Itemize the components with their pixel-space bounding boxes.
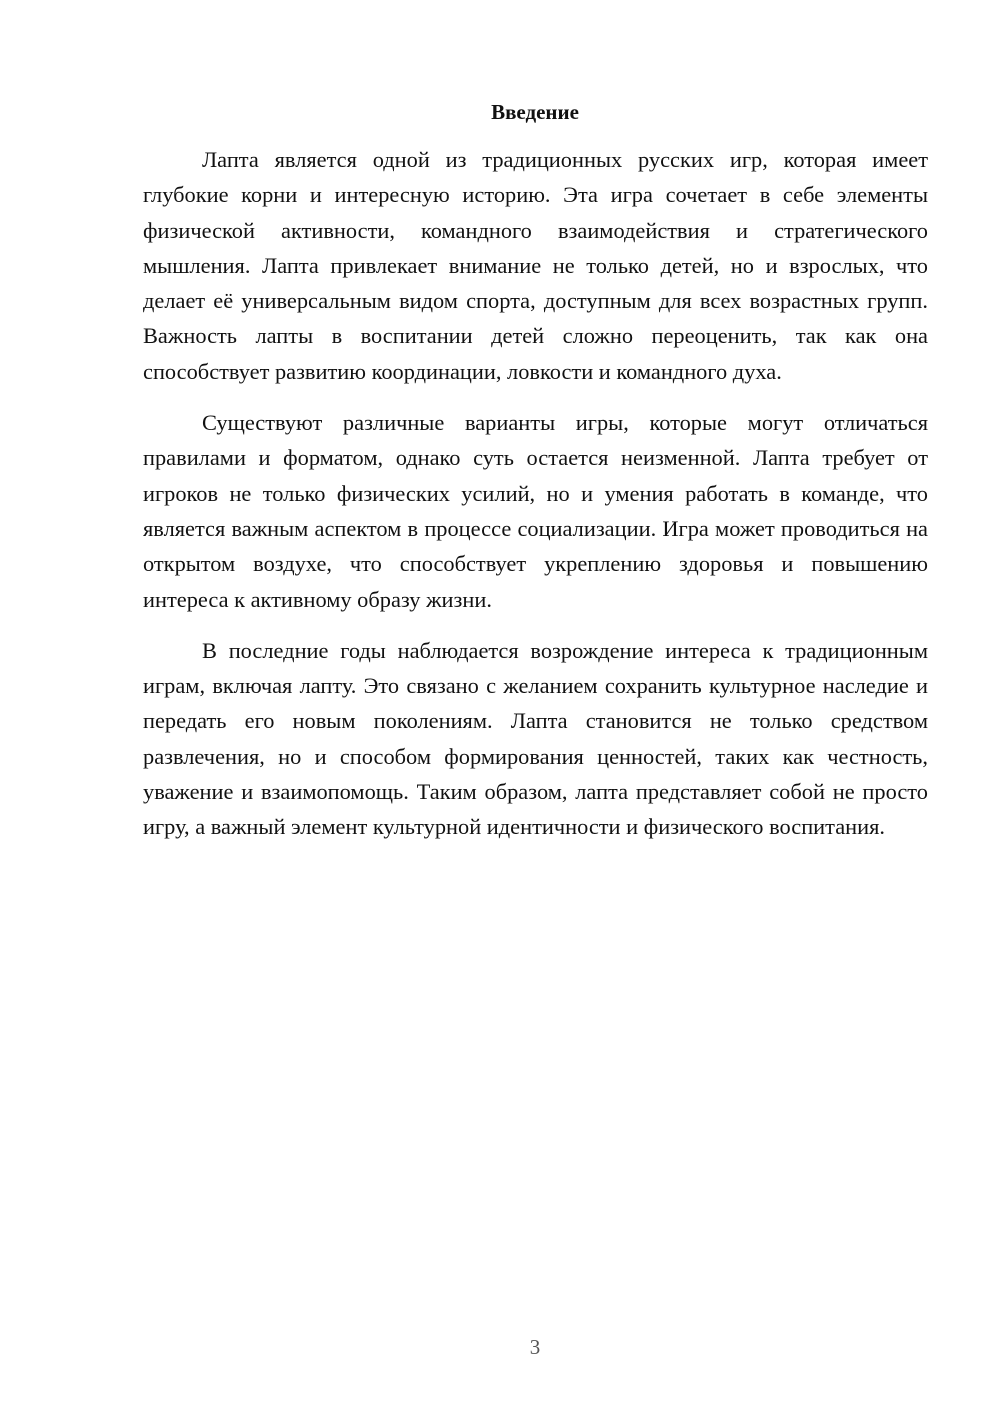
paragraph-2: Существуют различные варианты игры, которые могут отличаться правилами и форматом, однако суть остается неизменной. Лапта требует от игроков не только физических усилий, но и умения работать в команде, что является важным аспектом в процессе социализации. Игра может проводиться на открытом воздухе, что способствует укреплению здоровья и повышению интереса к активному образу жизни. [143, 410, 928, 612]
body-text [143, 142, 928, 861]
paragraph-3: В последние годы наблюдается возрождение интереса к традиционным играм, включая лапту. Это связано с желанием сохранить культурное наследие и передать его новым поколениям. Лапта становится не только средством развлечения, но и способом формирования ценностей, таких как честность, уважение и взаимопомощь. Таким образом, лапта представляет собой не просто игру, а важный элемент культурной идентичности и физического воспитания. [143, 637, 928, 840]
section-heading: Введение [491, 100, 579, 124]
page-number: 3 [529, 1335, 541, 1359]
paragraph-1: Лапта является одной из традиционных русских игр, которая имеет глубокие корни и интересную историю. Эта игра сочетает в себе элементы физической активности, командного взаимодействия и стратегического мышления. Лапта привлекает внимание не только детей, но и взрослых, что делает её универсальным видом спорта, доступным для всех возрастных групп. Важность лапты в воспитании детей сложно переоценить, так как она способствует развитию координации, ловкости и командного духа. [143, 147, 928, 384]
